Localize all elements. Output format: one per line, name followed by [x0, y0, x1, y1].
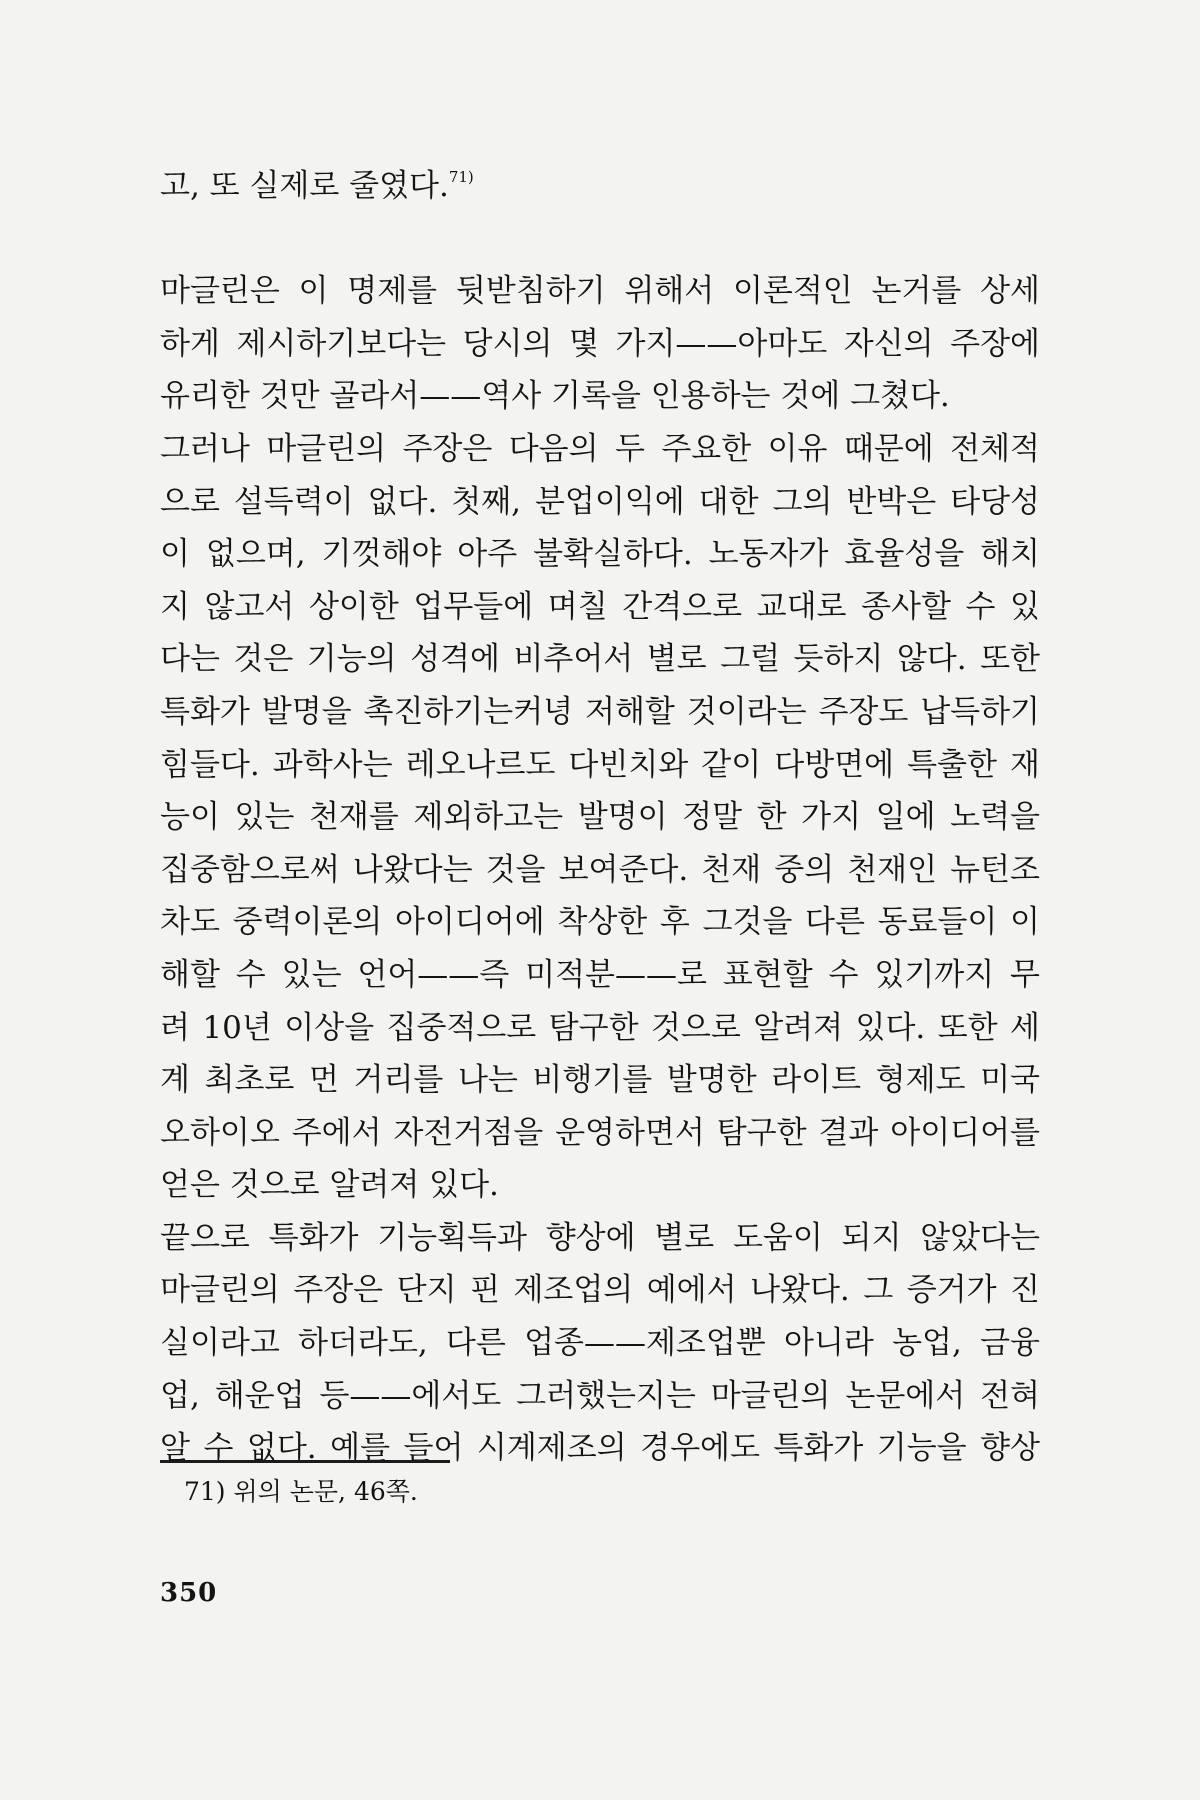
footnote-reference: 71): [448, 168, 474, 186]
text-line: 유리한 것만 골라서——역사 기록을 인용하는 것에 그쳤다.: [160, 378, 950, 415]
text-line: 실이라고 하더라도, 다른 업종——제조업뿐 아니라 농업, 금융: [160, 1325, 1040, 1362]
text-line: 특화가 발명을 촉진하기는커녕 저해할 것이라는 주장도 납득하기: [160, 693, 1040, 730]
text-line: [160, 160, 1040, 213]
text-line: 집중함으로써 나왔다는 것을 보여준다. 천재 중의 천재인 뉴턴조: [160, 851, 1040, 888]
first-line-text: 고, 또 실제로 줄였다.: [160, 168, 449, 204]
text-line: 으로 설득력이 없다. 첫째, 분업이익에 대한 그의 반박은 타당성: [160, 483, 1040, 520]
footnote-divider: [160, 1460, 450, 1463]
text-line: 이 없으며, 기껏해야 아주 불확실하다. 노동자가 효율성을 해치: [160, 536, 1040, 573]
text-line: 차도 중력이론의 아이디어에 착상한 후 그것을 다른 동료들이 이: [160, 904, 1040, 941]
body-text: [160, 160, 1040, 1475]
text-line: 능이 있는 천재를 제외하고는 발명이 정말 한 가지 일에 노력을: [160, 799, 1040, 836]
text-line: 마글린은 이 명제를 뒷받침하기 위해서 이론적인 논거를 상세: [160, 273, 1040, 310]
text-line: 해할 수 있는 언어——즉 미적분——로 표현할 수 있기까지 무: [160, 956, 1040, 993]
text-line: 오하이오 주에서 자전거점을 운영하면서 탐구한 결과 아이디어를: [160, 1114, 1040, 1151]
text-line: 업, 해운업 등——에서도 그러했는지는 마글린의 논문에서 전혀: [160, 1377, 1040, 1414]
text-line: 려 10년 이상을 집중적으로 탐구한 것으로 알려져 있다. 또한 세: [160, 1009, 1040, 1046]
text-line: 그러나 마글린의 주장은 다음의 두 주요한 이유 때문에 전체적: [160, 430, 1040, 467]
text-line: 얻은 것으로 알려져 있다.: [160, 1167, 499, 1204]
text-line: 계 최초로 먼 거리를 나는 비행기를 발명한 라이트 형제도 미국: [160, 1062, 1040, 1099]
text-line: 힘들다. 과학사는 레오나르도 다빈치와 같이 다방면에 특출한 재: [160, 746, 1040, 783]
text-line: 끝으로 특화가 기능획득과 향상에 별로 도움이 되지 않았다는: [160, 1219, 1040, 1256]
text-line: 다는 것은 기능의 성격에 비추어서 별로 그럴 듯하지 않다. 또한: [160, 641, 1040, 678]
blank-line: [160, 213, 1040, 266]
footnote: 71) 위의 논문, 46쪽.: [184, 1477, 418, 1506]
text-line: 하게 제시하기보다는 당시의 몇 가지——아마도 자신의 주장에: [160, 325, 1040, 362]
page-number: 350: [160, 1578, 218, 1608]
text-line: 마글린의 주장은 단지 핀 제조업의 예에서 나왔다. 그 증거가 진: [160, 1272, 1040, 1309]
text-line: 지 않고서 상이한 업무들에 며칠 간격으로 교대로 종사할 수 있: [160, 588, 1040, 625]
text-line: 알 수 없다. 예를 들어 시계제조의 경우에도 특화가 기능을 향상: [160, 1430, 1040, 1467]
